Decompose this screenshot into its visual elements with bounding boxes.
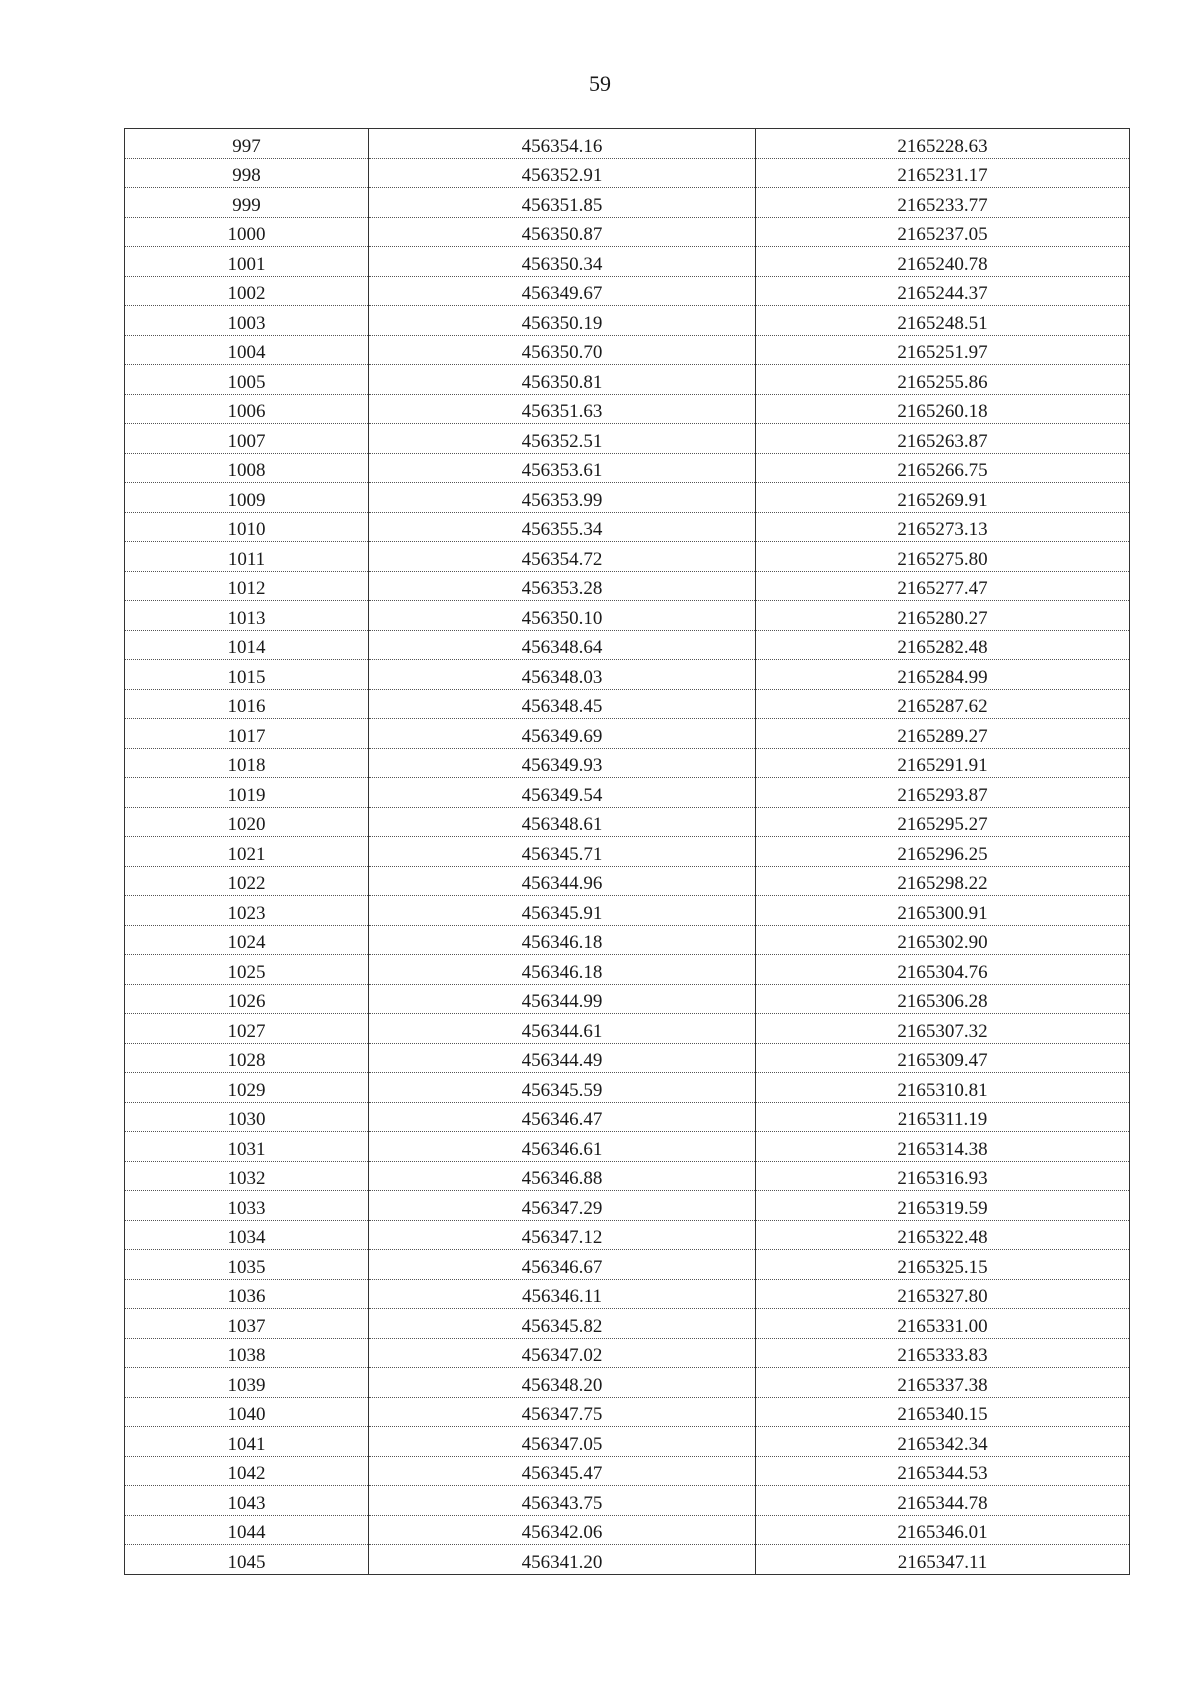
y-coordinate-cell: 2165344.78 [756,1486,1130,1516]
x-coordinate-cell: 456348.03 [369,660,756,690]
x-coordinate-cell: 456346.18 [369,925,756,955]
x-coordinate-cell: 456350.34 [369,247,756,277]
y-coordinate-cell: 2165322.48 [756,1220,1130,1250]
y-coordinate-cell: 2165275.80 [756,542,1130,572]
point-number-cell: 1032 [125,1161,369,1191]
table-row [125,335,1130,365]
y-coordinate-cell: 2165331.00 [756,1309,1130,1339]
y-coordinate-cell: 2165347.11 [756,1545,1130,1575]
table-row [125,394,1130,424]
x-coordinate-cell: 456349.69 [369,719,756,749]
point-number-cell: 1009 [125,483,369,513]
table-row [125,1486,1130,1516]
point-number-cell: 1027 [125,1014,369,1044]
table-row [125,1102,1130,1132]
y-coordinate-cell: 2165231.17 [756,158,1130,188]
table-row [125,896,1130,926]
point-number-cell: 1010 [125,512,369,542]
table-row [125,984,1130,1014]
point-number-cell: 1023 [125,896,369,926]
x-coordinate-cell: 456350.10 [369,601,756,631]
table-row [125,1191,1130,1221]
table-row [125,601,1130,631]
y-coordinate-cell: 2165233.77 [756,188,1130,218]
point-number-cell: 1016 [125,689,369,719]
x-coordinate-cell: 456345.71 [369,837,756,867]
point-number-cell: 1026 [125,984,369,1014]
y-coordinate-cell: 2165228.63 [756,129,1130,159]
table-row [125,1309,1130,1339]
x-coordinate-cell: 456346.67 [369,1250,756,1280]
x-coordinate-cell: 456344.99 [369,984,756,1014]
table-row [125,1132,1130,1162]
y-coordinate-cell: 2165346.01 [756,1515,1130,1545]
y-coordinate-cell: 2165277.47 [756,571,1130,601]
x-coordinate-cell: 456353.61 [369,453,756,483]
x-coordinate-cell: 456352.51 [369,424,756,454]
y-coordinate-cell: 2165316.93 [756,1161,1130,1191]
table-row [125,1397,1130,1427]
y-coordinate-cell: 2165273.13 [756,512,1130,542]
point-number-cell: 1034 [125,1220,369,1250]
y-coordinate-cell: 2165240.78 [756,247,1130,277]
x-coordinate-cell: 456343.75 [369,1486,756,1516]
y-coordinate-cell: 2165300.91 [756,896,1130,926]
table-row [125,542,1130,572]
point-number-cell: 1028 [125,1043,369,1073]
y-coordinate-cell: 2165255.86 [756,365,1130,395]
y-coordinate-cell: 2165298.22 [756,866,1130,896]
table-row [125,1338,1130,1368]
point-number-cell: 1002 [125,276,369,306]
table-row [125,660,1130,690]
point-number-cell: 1045 [125,1545,369,1575]
point-number-cell: 1012 [125,571,369,601]
x-coordinate-cell: 456346.18 [369,955,756,985]
table-row [125,1427,1130,1457]
x-coordinate-cell: 456349.93 [369,748,756,778]
point-number-cell: 1029 [125,1073,369,1103]
x-coordinate-cell: 456345.82 [369,1309,756,1339]
table-row [125,424,1130,454]
point-number-cell: 1042 [125,1456,369,1486]
point-number-cell: 1033 [125,1191,369,1221]
table-row [125,1279,1130,1309]
x-coordinate-cell: 456348.64 [369,630,756,660]
x-coordinate-cell: 456345.47 [369,1456,756,1486]
y-coordinate-cell: 2165293.87 [756,778,1130,808]
y-coordinate-cell: 2165340.15 [756,1397,1130,1427]
point-number-cell: 1041 [125,1427,369,1457]
point-number-cell: 999 [125,188,369,218]
table-row [125,925,1130,955]
x-coordinate-cell: 456345.59 [369,1073,756,1103]
point-number-cell: 1043 [125,1486,369,1516]
point-number-cell: 1017 [125,719,369,749]
y-coordinate-cell: 2165311.19 [756,1102,1130,1132]
x-coordinate-cell: 456346.11 [369,1279,756,1309]
y-coordinate-cell: 2165269.91 [756,483,1130,513]
table-row [125,807,1130,837]
table-row [125,1515,1130,1545]
point-number-cell: 1003 [125,306,369,336]
point-number-cell: 997 [125,129,369,159]
y-coordinate-cell: 2165266.75 [756,453,1130,483]
point-number-cell: 1040 [125,1397,369,1427]
y-coordinate-cell: 2165237.05 [756,217,1130,247]
point-number-cell: 1039 [125,1368,369,1398]
table-row [125,630,1130,660]
x-coordinate-cell: 456347.05 [369,1427,756,1457]
table-row [125,1161,1130,1191]
y-coordinate-cell: 2165289.27 [756,719,1130,749]
x-coordinate-cell: 456347.29 [369,1191,756,1221]
table-row [125,778,1130,808]
point-number-cell: 1001 [125,247,369,277]
table-row [125,1043,1130,1073]
table-row [125,365,1130,395]
point-number-cell: 1007 [125,424,369,454]
point-number-cell: 1014 [125,630,369,660]
x-coordinate-cell: 456342.06 [369,1515,756,1545]
point-number-cell: 1011 [125,542,369,572]
y-coordinate-cell: 2165309.47 [756,1043,1130,1073]
point-number-cell: 1030 [125,1102,369,1132]
point-number-cell: 1024 [125,925,369,955]
y-coordinate-cell: 2165284.99 [756,660,1130,690]
x-coordinate-cell: 456347.75 [369,1397,756,1427]
table-row [125,1545,1130,1575]
table-row [125,719,1130,749]
table-row [125,158,1130,188]
table-row [125,188,1130,218]
table-row [125,247,1130,277]
table-row [125,866,1130,896]
table-row [125,837,1130,867]
x-coordinate-cell: 456346.61 [369,1132,756,1162]
point-number-cell: 1018 [125,748,369,778]
y-coordinate-cell: 2165282.48 [756,630,1130,660]
x-coordinate-cell: 456353.99 [369,483,756,513]
x-coordinate-cell: 456349.54 [369,778,756,808]
x-coordinate-cell: 456349.67 [369,276,756,306]
point-number-cell: 1020 [125,807,369,837]
x-coordinate-cell: 456348.61 [369,807,756,837]
x-coordinate-cell: 456350.70 [369,335,756,365]
y-coordinate-cell: 2165344.53 [756,1456,1130,1486]
y-coordinate-cell: 2165291.91 [756,748,1130,778]
x-coordinate-cell: 456350.19 [369,306,756,336]
point-number-cell: 1038 [125,1338,369,1368]
x-coordinate-cell: 456344.61 [369,1014,756,1044]
table-row [125,453,1130,483]
table-row [125,1014,1130,1044]
table-row [125,512,1130,542]
table-row [125,129,1130,159]
y-coordinate-cell: 2165307.32 [756,1014,1130,1044]
point-number-cell: 1021 [125,837,369,867]
point-number-cell: 1008 [125,453,369,483]
y-coordinate-cell: 2165280.27 [756,601,1130,631]
y-coordinate-cell: 2165244.37 [756,276,1130,306]
table-row [125,276,1130,306]
x-coordinate-cell: 456345.91 [369,896,756,926]
point-number-cell: 1000 [125,217,369,247]
x-coordinate-cell: 456351.63 [369,394,756,424]
point-number-cell: 1037 [125,1309,369,1339]
point-number-cell: 1019 [125,778,369,808]
point-number-cell: 1006 [125,394,369,424]
y-coordinate-cell: 2165296.25 [756,837,1130,867]
y-coordinate-cell: 2165342.34 [756,1427,1130,1457]
x-coordinate-cell: 456354.16 [369,129,756,159]
y-coordinate-cell: 2165319.59 [756,1191,1130,1221]
point-number-cell: 1036 [125,1279,369,1309]
point-number-cell: 1044 [125,1515,369,1545]
point-number-cell: 1022 [125,866,369,896]
x-coordinate-cell: 456355.34 [369,512,756,542]
table-row [125,306,1130,336]
table-row [125,1250,1130,1280]
point-number-cell: 1004 [125,335,369,365]
point-number-cell: 1015 [125,660,369,690]
x-coordinate-cell: 456346.47 [369,1102,756,1132]
x-coordinate-cell: 456350.81 [369,365,756,395]
x-coordinate-cell: 456341.20 [369,1545,756,1575]
y-coordinate-cell: 2165306.28 [756,984,1130,1014]
x-coordinate-cell: 456351.85 [369,188,756,218]
table-row [125,1073,1130,1103]
table-row [125,217,1130,247]
y-coordinate-cell: 2165260.18 [756,394,1130,424]
point-number-cell: 1013 [125,601,369,631]
y-coordinate-cell: 2165302.90 [756,925,1130,955]
x-coordinate-cell: 456350.87 [369,217,756,247]
point-number-cell: 1005 [125,365,369,395]
y-coordinate-cell: 2165333.83 [756,1338,1130,1368]
y-coordinate-cell: 2165248.51 [756,306,1130,336]
table-row [125,955,1130,985]
table-row [125,1220,1130,1250]
y-coordinate-cell: 2165310.81 [756,1073,1130,1103]
y-coordinate-cell: 2165304.76 [756,955,1130,985]
table-row [125,689,1130,719]
coordinates-table-body [125,129,1130,1575]
table-row [125,1368,1130,1398]
y-coordinate-cell: 2165263.87 [756,424,1130,454]
x-coordinate-cell: 456354.72 [369,542,756,572]
y-coordinate-cell: 2165325.15 [756,1250,1130,1280]
x-coordinate-cell: 456344.96 [369,866,756,896]
table-row [125,571,1130,601]
x-coordinate-cell: 456353.28 [369,571,756,601]
point-number-cell: 1035 [125,1250,369,1280]
x-coordinate-cell: 456346.88 [369,1161,756,1191]
coordinates-table [124,128,1130,1575]
y-coordinate-cell: 2165327.80 [756,1279,1130,1309]
y-coordinate-cell: 2165295.27 [756,807,1130,837]
point-number-cell: 1031 [125,1132,369,1162]
page-number: 59 [589,71,611,96]
y-coordinate-cell: 2165314.38 [756,1132,1130,1162]
table-row [125,1456,1130,1486]
x-coordinate-cell: 456352.91 [369,158,756,188]
y-coordinate-cell: 2165287.62 [756,689,1130,719]
table-row [125,483,1130,513]
x-coordinate-cell: 456347.02 [369,1338,756,1368]
y-coordinate-cell: 2165251.97 [756,335,1130,365]
x-coordinate-cell: 456347.12 [369,1220,756,1250]
point-number-cell: 1025 [125,955,369,985]
x-coordinate-cell: 456348.45 [369,689,756,719]
table-row [125,748,1130,778]
y-coordinate-cell: 2165337.38 [756,1368,1130,1398]
x-coordinate-cell: 456348.20 [369,1368,756,1398]
point-number-cell: 998 [125,158,369,188]
x-coordinate-cell: 456344.49 [369,1043,756,1073]
